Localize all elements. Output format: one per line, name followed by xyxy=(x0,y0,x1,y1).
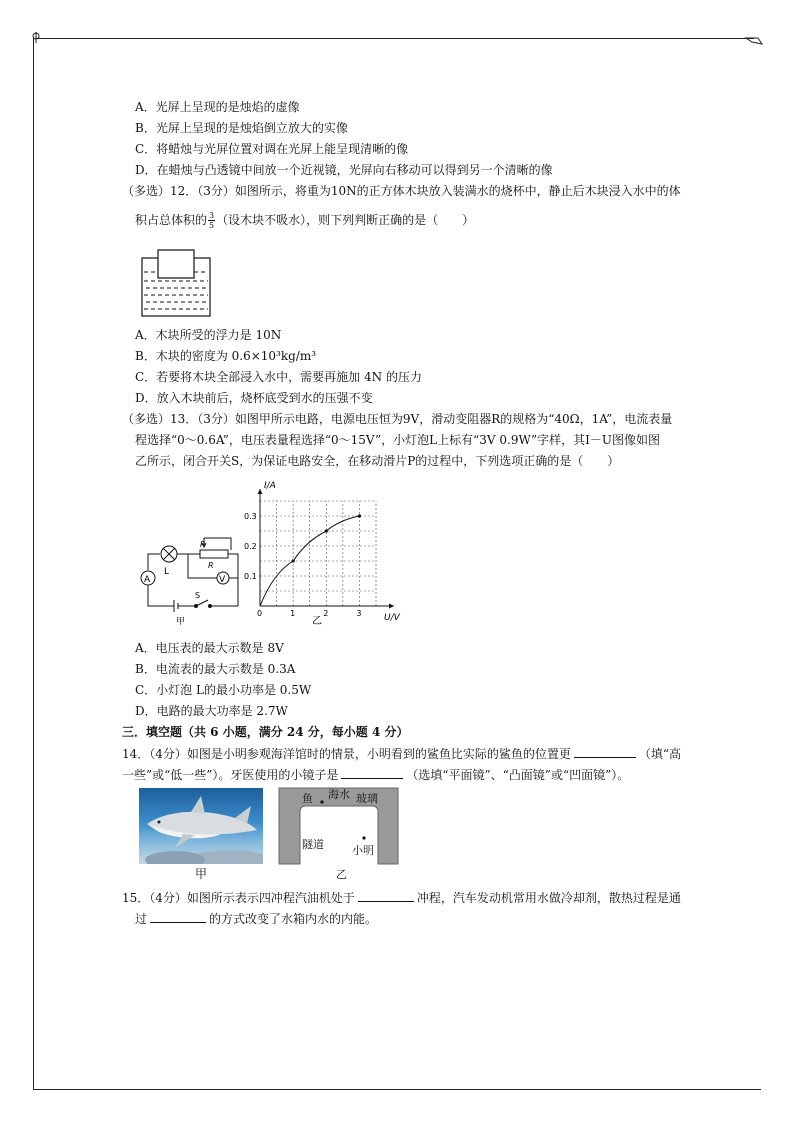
q11-option-c: C．将蜡烛与光屏位置对调在光屏上能呈现清晰的像 xyxy=(135,142,409,156)
page-frame-top xyxy=(36,38,754,39)
page-curl-icon xyxy=(744,34,764,48)
shark-photo xyxy=(139,788,263,864)
q11-option-d: D．在蜡烛与凸透镜中间放一个近视镜，光屏向右移动可以得到另一个清晰的像 xyxy=(135,163,553,177)
q15-line1-pre: 15．（4分）如图所示表示四冲程汽油机处于 xyxy=(122,891,355,905)
q15-line2-post: 的方式改变了水箱内水的内能。 xyxy=(209,912,378,926)
q13-option-a: A．电压表的最大示数是 8V xyxy=(135,641,284,655)
x-tick-label: 2 xyxy=(323,609,329,618)
q13-option-c: C．小灯泡 L的最小功率是 0.5W xyxy=(135,683,312,697)
person-label: 小明 xyxy=(352,844,374,857)
ammeter-label: A xyxy=(144,575,151,585)
q12-option-b: B．木块的密度为 0.6×10³kg/m³ xyxy=(135,349,317,363)
q14-stem-line1 xyxy=(122,745,681,762)
glass-label: 玻璃 xyxy=(356,792,378,805)
circuit-diagram xyxy=(136,528,248,626)
data-point xyxy=(292,559,295,562)
photo-caption: 甲 xyxy=(195,867,208,881)
beaker-diagram xyxy=(140,248,212,318)
answer-blank-3[interactable] xyxy=(358,889,414,902)
y-axis-arrow-icon xyxy=(258,489,263,494)
y-axis-label: I/A xyxy=(264,481,276,491)
binding-mark-icon xyxy=(30,30,44,44)
graph-caption: 乙 xyxy=(312,616,322,627)
q11-option-a: A．光屏上呈现的是烛焰的虚像 xyxy=(135,100,300,114)
lamp-label: L xyxy=(164,567,170,577)
q15-line1-post: 冲程，汽车发动机常用水做冷却剂，散热过程是通 xyxy=(416,891,681,905)
q13-stem-line3: 乙所示，闭合开关S，为保证电路安全，在移动滑片P的过程中，下列选项正确的是（ ） xyxy=(135,454,620,468)
q15-stem-line2 xyxy=(135,910,377,927)
q15-stem-line1 xyxy=(122,889,681,906)
tunnel-label: 隧道 xyxy=(302,838,324,851)
q12-stem-post: （设木块不吸水），则下列判断正确的是（ ） xyxy=(216,213,475,227)
tunnel-caption: 乙 xyxy=(336,868,347,881)
chart-axes xyxy=(258,489,395,609)
q13-stem-line1: （多选）13．（3分）如图甲所示电路，电源电压恒为9V，滑动变阻器R的规格为“40Ω，1A”，电流表量 xyxy=(122,412,673,426)
y-tick-label: 0.2 xyxy=(244,542,257,551)
page-frame-left xyxy=(33,38,34,1090)
q12-option-a: A．木块所受的浮力是 10N xyxy=(135,328,282,342)
slider-label: P xyxy=(200,540,205,549)
x-tick-label: 1 xyxy=(290,609,296,618)
chart-series xyxy=(260,514,361,606)
voltmeter-label: V xyxy=(219,575,226,585)
shark-icon xyxy=(139,788,263,864)
sea-water-label: 海水 xyxy=(328,788,350,801)
data-point xyxy=(325,529,328,532)
q13-option-b: B．电流表的最大示数是 0.3A xyxy=(135,662,296,676)
fraction-numerator: 3 xyxy=(209,211,215,220)
fish-label: 鱼 xyxy=(302,792,313,805)
q12-option-d: D．放入木块前后，烧杯底受到水的压强不变 xyxy=(135,391,373,405)
section-heading: 三．填空题（共 6 小题，满分 24 分，每小题 4 分） xyxy=(122,725,409,739)
x-axis-label: U/V xyxy=(384,613,400,623)
q12-stem-line2 xyxy=(135,211,474,230)
q12-stem-line1: （多选）12．（3分）如图所示，将重为10N的正方体木块放入装满水的烧杯中，静止后木块浸入水中的体 xyxy=(122,184,681,198)
q14-line1-pre: 14．（4分）如图是小明参观海洋馆时的情景，小明看到的鲨鱼比实际的鲨鱼的位置更 xyxy=(122,747,571,761)
data-point xyxy=(358,514,361,517)
x-tick-label: 0 xyxy=(257,609,263,618)
q12-stem-pre: 积占总体积的 xyxy=(135,213,208,227)
q14-line1-post: （填“高 xyxy=(638,747,682,761)
y-tick-label: 0.1 xyxy=(244,572,257,581)
answer-blank-4[interactable] xyxy=(150,910,206,923)
q11-option-b: B．光屏上呈现的是烛焰倒立放大的实像 xyxy=(135,121,348,135)
page-frame-bottom xyxy=(33,1089,761,1090)
circuit-caption: 甲 xyxy=(176,617,186,626)
switch-label: S xyxy=(195,591,201,600)
iu-graph xyxy=(242,478,414,628)
q14-line2-post: （选填“平面镜”、“凸面镜”或“凹面镜”）。 xyxy=(406,768,630,782)
q13-option-d: D．电路的最大功率是 2.7W xyxy=(135,704,288,718)
x-tick-label: 3 xyxy=(356,609,362,618)
q12-option-c: C．若要将木块全部浸入水中，需要再施加 4N 的压力 xyxy=(135,370,422,384)
q14-stem-line2 xyxy=(122,766,629,783)
answer-blank-2[interactable] xyxy=(341,766,403,779)
q14-line2-pre: 一些”或“低一些”）。牙医使用的小镜子是 xyxy=(122,768,339,782)
y-tick-label: 0.3 xyxy=(244,512,257,521)
rheostat-label: R xyxy=(208,561,214,570)
fraction-denominator: 5 xyxy=(209,221,215,230)
q15-line2-pre: 过 xyxy=(135,912,148,926)
q13-stem-line2: 程选择“0～0.6A”，电压表量程选择“0～15V”，小灯泡L上标有“3V 0.9W”字样，其I－U图像如图 xyxy=(135,433,661,447)
fraction xyxy=(208,211,215,230)
answer-blank-1[interactable] xyxy=(574,745,636,758)
x-axis-arrow-icon xyxy=(389,604,394,609)
tunnel-diagram xyxy=(278,784,400,882)
